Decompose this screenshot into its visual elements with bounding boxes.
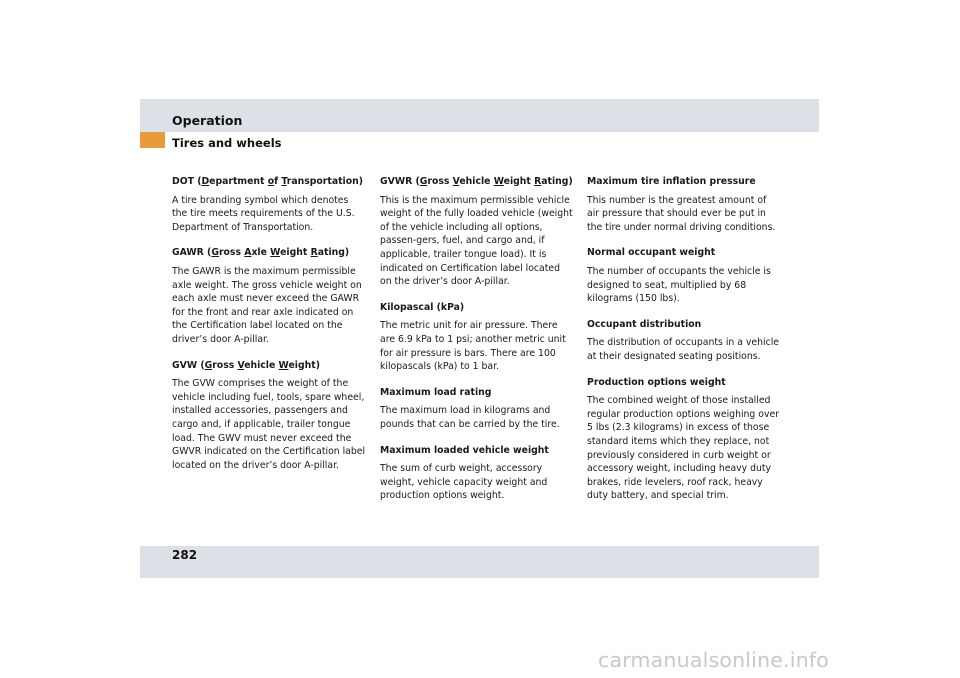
glossary-definition: The number of occupants the vehicle is designed to seat, multiplied by 68 kilograms (150 lbs). xyxy=(587,265,771,305)
term-text: ross xyxy=(212,359,238,371)
glossary-term xyxy=(587,175,781,189)
watermark: carmanualsonline.info xyxy=(598,648,830,672)
term-initial: G xyxy=(211,247,219,259)
glossary-definition: The maximum load in kilograms and pounds that can be carried by the tire. xyxy=(380,405,560,430)
term-text: DOT ( xyxy=(172,176,202,187)
term-text: Maximum tire inflation pressure xyxy=(587,176,756,187)
text-column-1 xyxy=(172,175,366,484)
subsection-title: Tires and wheels xyxy=(172,136,282,150)
term-initial: W xyxy=(278,359,289,371)
term-initial: R xyxy=(310,247,318,259)
term-text: eight xyxy=(280,247,311,259)
glossary-term xyxy=(587,246,781,260)
term-initial: D xyxy=(201,176,210,187)
glossary-definition: The GVW comprises the weight of the vehicle including fuel, tools, spare wheel, installed accessories, passengers and cargo and, if applicable, trailer tongue load. The GWV must never exceed the GWVR indicated on the Certification label located on the driver’s door A-pillar. xyxy=(172,378,366,471)
term-text: Maximum load rating xyxy=(380,386,492,398)
term-initial: W xyxy=(270,247,281,259)
term-text: ating) xyxy=(541,176,573,187)
glossary-definition: The sum of curb weight, accessory weight, vehicle capacity weight and production options weight. xyxy=(380,463,548,502)
glossary-term xyxy=(380,301,574,315)
page-number: 282 xyxy=(172,548,198,562)
glossary-definition: The distribution of occupants in a vehicle at their designated seating positions. xyxy=(587,337,780,362)
term-initial: W xyxy=(493,176,504,187)
term-initial: A xyxy=(244,247,252,259)
glossary-definition: A tire branding symbol which denotes the tire meets requirements of the U.S. Department of Transportation. xyxy=(172,194,355,233)
glossary-term xyxy=(172,359,366,373)
glossary-term xyxy=(172,175,366,189)
glossary-term xyxy=(380,444,574,458)
term-initial: V xyxy=(237,359,245,371)
glossary-definition: This number is the greatest amount of air pressure that should ever be put in the tire under normal driving conditions. xyxy=(587,194,776,233)
glossary-definition: The combined weight of those installed regular production options weighing over 5 lbs (2.3 kilograms) in excess of those standard items which they replace, not previously considered in curb weight or accessory weight, including heavy duty brakes, ride levelers, roof rack, heavy duty battery, and special trim. xyxy=(587,395,780,502)
term-text: Maximum loaded vehicle weight xyxy=(380,444,549,456)
term-text: eight) xyxy=(288,359,320,371)
glossary-definition: The metric unit for air pressure. There are 6.9 kPa to 1 psi; another metric unit for air pressure is bars. There are 100 kilopascals (kPa) to 1 bar. xyxy=(380,320,566,373)
glossary-definition: The GAWR is the maximum permissible axle weight. The gross vehicle weight on each axle must never exceed the GAWR for the front and rear axle indicated on the Certification label located on the driver’s door A-pillar. xyxy=(172,265,362,345)
term-text: ehicle xyxy=(459,176,494,187)
term-initial: R xyxy=(534,176,542,187)
term-initial: G xyxy=(204,359,213,371)
term-text: xle xyxy=(251,247,271,259)
term-text: ating) xyxy=(317,247,350,259)
term-text: ross xyxy=(218,247,245,259)
footer-band xyxy=(140,546,819,578)
term-text: Occupant distribution xyxy=(587,318,702,330)
glossary-term xyxy=(587,318,781,332)
term-text: epartment xyxy=(209,176,268,187)
term-text: Normal occupant weight xyxy=(587,247,716,259)
glossary-term xyxy=(587,376,781,390)
term-text: eight xyxy=(503,176,535,187)
glossary-term xyxy=(172,246,366,260)
term-text: f xyxy=(274,176,282,187)
term-text: Kilopascal (kPa) xyxy=(380,301,465,313)
term-initial: o xyxy=(267,176,275,187)
glossary-term xyxy=(380,175,574,189)
section-accent-block xyxy=(140,132,165,148)
term-initial: G xyxy=(419,176,428,187)
glossary-definition: This is the maximum permissible vehicle weight of the fully loaded vehicle (weight of the vehicle including all options, passen-gers, fuel, and cargo and, if applicable, trailer tongue load). It is indicated on Certification label located on the driver’s door A-pillar. xyxy=(380,194,573,288)
section-title: Operation xyxy=(172,113,243,128)
term-initial: T xyxy=(281,176,287,187)
term-text: GVW ( xyxy=(172,359,205,371)
term-text: GAWR ( xyxy=(172,247,212,259)
term-text: ross xyxy=(427,176,453,187)
term-text: Production options weight xyxy=(587,376,726,388)
term-text: ehicle xyxy=(244,359,279,371)
glossary-term xyxy=(380,386,574,400)
term-text: ransportation) xyxy=(286,176,363,187)
term-text: GVWR ( xyxy=(380,176,420,187)
term-initial: V xyxy=(452,176,460,187)
text-column-2 xyxy=(380,175,574,515)
text-column-3 xyxy=(587,175,781,515)
